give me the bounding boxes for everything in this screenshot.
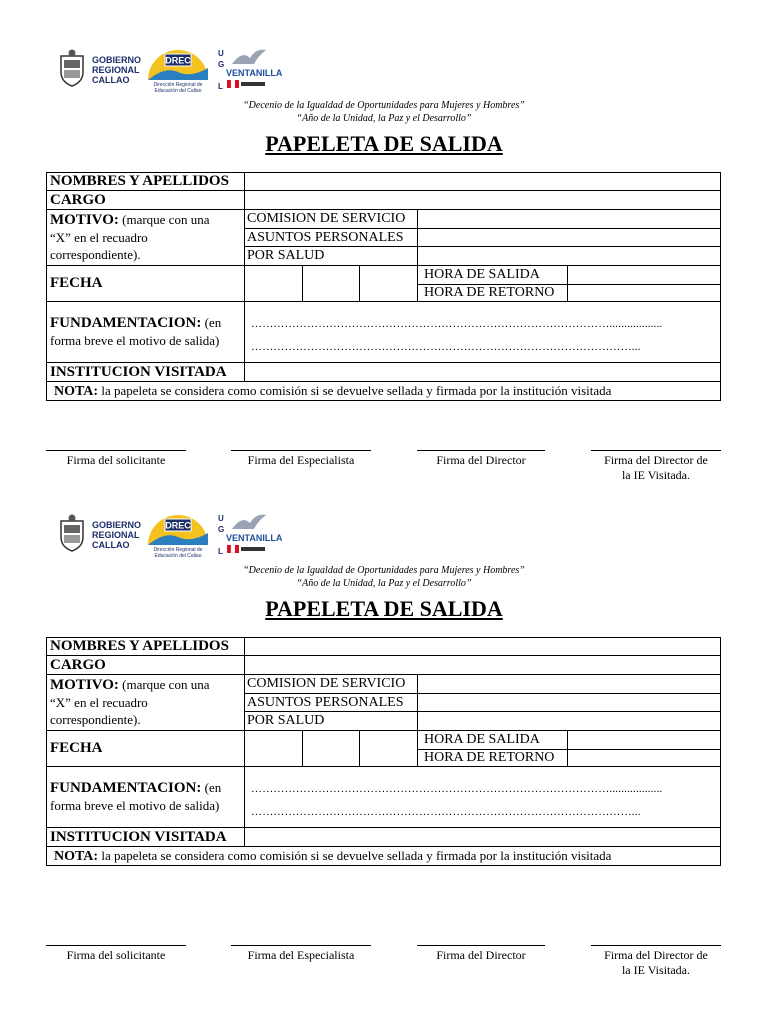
- signature-label: Firma del Especialista: [247, 453, 355, 467]
- fecha-dia-field[interactable]: [246, 267, 301, 300]
- label-fundamentacion: [50, 779, 242, 814]
- signature-director-ie: [591, 945, 721, 978]
- motto-line: “Año de la Unidad, la Paz y el Desarrollo”: [296, 113, 472, 124]
- checkbox-salud[interactable]: [419, 247, 719, 264]
- drec-subtitle: Dirección Regional de Educación del Callao: [153, 82, 203, 94]
- logo-text: VENTANILLA: [226, 68, 283, 78]
- papeleta-form-1: [0, 46, 768, 546]
- nombres-field[interactable]: [246, 638, 719, 655]
- drec-label: DREC: [165, 520, 191, 531]
- page-title: PAPELETA DE SALIDA: [265, 596, 503, 621]
- signature-label: la IE Visitada.: [621, 963, 691, 977]
- nota: [54, 847, 611, 865]
- fundamentacion-hint: (en: [201, 780, 222, 795]
- signature-solicitante: [46, 945, 186, 963]
- motto-line: “Año de la Unidad, la Paz y el Desarrollo”: [296, 578, 472, 589]
- drec-subtitle: Dirección Regional de Educación del Callao: [153, 547, 203, 559]
- fundamentacion-line[interactable]: …………………………………………………………………………………………...: [251, 806, 641, 818]
- label-institucion: INSTITUCION VISITADA: [50, 829, 227, 845]
- fundamentacion-label: FUNDAMENTACION:: [50, 315, 202, 331]
- signature-solicitante: [46, 450, 186, 468]
- drec-logo: [145, 46, 211, 96]
- bird-icon: [228, 511, 268, 533]
- logo-text: L: [218, 547, 223, 556]
- nota-text: la papeleta se considera como comisión si se devuelve sellada y firmada por la institución visitada: [98, 848, 612, 863]
- motto: [0, 564, 768, 590]
- motivo-hint: “X” en el recuadro: [50, 695, 148, 710]
- form-table: [46, 170, 721, 400]
- label-fecha: FECHA: [50, 740, 103, 756]
- fundamentacion-hint: forma breve el motivo de salida): [50, 798, 220, 813]
- signature-label: la IE Visitada.: [621, 468, 691, 482]
- peru-flag-icon: [227, 80, 267, 88]
- label-nombres: NOMBRES Y APELLIDOS: [50, 638, 229, 654]
- hora-retorno-field[interactable]: [569, 284, 719, 301]
- page-title: PAPELETA DE SALIDA: [265, 131, 503, 156]
- motivo-label: MOTIVO:: [50, 677, 119, 693]
- label-cargo: CARGO: [50, 192, 106, 208]
- logo-text: U: [218, 514, 224, 523]
- fecha-mes-field[interactable]: [304, 267, 358, 300]
- checkbox-asuntos[interactable]: [419, 229, 719, 246]
- institucion-field[interactable]: [246, 828, 719, 846]
- fundamentacion-line[interactable]: …………………………………………………………………………………………...: [251, 341, 641, 353]
- motivo-hint: correspondiente).: [50, 247, 141, 262]
- drec-label: DREC: [165, 55, 191, 66]
- gobierno-regional-logo: [55, 46, 145, 96]
- signature-director-ie: [591, 450, 721, 483]
- option-salud: POR SALUD: [247, 248, 325, 263]
- logo-text: U: [218, 49, 224, 58]
- drec-logo: [145, 511, 211, 561]
- logo-text: G: [218, 525, 225, 534]
- logo-text: CALLAO: [92, 75, 130, 85]
- logo-text: GOBIERNO: [92, 55, 142, 65]
- label-institucion: INSTITUCION VISITADA: [50, 364, 227, 380]
- bird-icon: [228, 46, 268, 68]
- logo-text: GOBIERNO: [92, 520, 142, 530]
- header-logos: [55, 511, 285, 561]
- logo-text: G: [218, 60, 225, 69]
- option-asuntos: ASUNTOS PERSONALES: [247, 695, 404, 710]
- motivo-hint: “X” en el recuadro: [50, 230, 148, 245]
- nota: [54, 382, 611, 400]
- signature-label: Firma del Director de: [604, 453, 708, 467]
- motivo-hint: (marque con una: [118, 212, 210, 227]
- signature-especialista: [231, 450, 371, 468]
- signature-label: Firma del Director: [436, 948, 526, 962]
- checkbox-comision[interactable]: [419, 210, 719, 227]
- coat-of-arms-icon: [57, 48, 87, 88]
- label-cargo: CARGO: [50, 657, 106, 673]
- fundamentacion-label: FUNDAMENTACION:: [50, 780, 202, 796]
- label-fecha: FECHA: [50, 275, 103, 291]
- motivo-hint: correspondiente).: [50, 712, 141, 727]
- motto-line: “Decenio de la Igualdad de Oportunidades para Mujeres y Hombres”: [243, 100, 525, 111]
- cargo-field[interactable]: [246, 192, 719, 209]
- fundamentacion-hint: (en: [201, 315, 222, 330]
- nota-label: NOTA:: [54, 384, 99, 399]
- label-motivo: [50, 211, 240, 263]
- signature-director: [417, 450, 545, 468]
- option-comision: COMISION DE SERVICIO: [247, 211, 406, 226]
- peru-flag-icon: [227, 545, 267, 553]
- label-fundamentacion: [50, 314, 242, 349]
- label-motivo: [50, 676, 240, 728]
- ugel-ventanilla-logo: [218, 511, 283, 561]
- label-hora-salida: HORA DE SALIDA: [424, 732, 540, 747]
- checkbox-salud[interactable]: [419, 712, 719, 729]
- drec-emblem-icon: [145, 46, 211, 82]
- label-hora-salida: HORA DE SALIDA: [424, 267, 540, 282]
- option-comision: COMISION DE SERVICIO: [247, 676, 406, 691]
- logo-text: VENTANILLA: [226, 533, 283, 543]
- checkbox-comision[interactable]: [419, 675, 719, 692]
- signature-director: [417, 945, 545, 963]
- ugel-ventanilla-logo: [218, 46, 283, 96]
- checkbox-asuntos[interactable]: [419, 694, 719, 711]
- fecha-anio-field[interactable]: [361, 267, 416, 300]
- cargo-field[interactable]: [246, 657, 719, 674]
- motivo-label: MOTIVO:: [50, 212, 119, 228]
- logo-text: REGIONAL: [92, 530, 140, 540]
- label-hora-retorno: HORA DE RETORNO: [424, 285, 555, 300]
- fecha-mes-field[interactable]: [304, 732, 358, 765]
- nota-label: NOTA:: [54, 849, 99, 864]
- coat-of-arms-icon: [57, 513, 87, 553]
- gobierno-regional-logo: [55, 511, 145, 561]
- logo-text: L: [218, 82, 223, 91]
- signature-label: Firma del Director: [436, 453, 526, 467]
- fundamentacion-line[interactable]: ……………………………………………………………………………………..................: [251, 783, 663, 795]
- logo-text: CALLAO: [92, 540, 130, 550]
- signature-label: Firma del Director de: [604, 948, 708, 962]
- motivo-hint: (marque con una: [118, 677, 210, 692]
- nota-text: la papeleta se considera como comisión si se devuelve sellada y firmada por la institución visitada: [98, 383, 612, 398]
- nombres-field[interactable]: [246, 173, 719, 190]
- logo-text: REGIONAL: [92, 65, 140, 75]
- signature-label: Firma del solicitante: [66, 948, 166, 962]
- label-hora-retorno: HORA DE RETORNO: [424, 750, 555, 765]
- motto-line: “Decenio de la Igualdad de Oportunidades para Mujeres y Hombres”: [243, 565, 525, 576]
- option-asuntos: ASUNTOS PERSONALES: [247, 230, 404, 245]
- signature-label: Firma del solicitante: [66, 453, 166, 467]
- fundamentacion-hint: forma breve el motivo de salida): [50, 333, 220, 348]
- motto: [0, 99, 768, 125]
- signature-label: Firma del Especialista: [247, 948, 355, 962]
- fecha-anio-field[interactable]: [361, 732, 416, 765]
- label-nombres: NOMBRES Y APELLIDOS: [50, 173, 229, 189]
- form-table: [46, 635, 721, 865]
- option-salud: POR SALUD: [247, 713, 325, 728]
- header-logos: [55, 46, 285, 96]
- signature-especialista: [231, 945, 371, 963]
- hora-salida-field[interactable]: [569, 266, 719, 283]
- drec-emblem-icon: [145, 511, 211, 547]
- hora-retorno-field[interactable]: [569, 749, 719, 766]
- papeleta-form-2: [0, 511, 768, 1011]
- fundamentacion-line[interactable]: ……………………………………………………………………………………..................: [251, 318, 663, 330]
- institucion-field[interactable]: [246, 363, 719, 381]
- fecha-dia-field[interactable]: [246, 732, 301, 765]
- hora-salida-field[interactable]: [569, 731, 719, 748]
